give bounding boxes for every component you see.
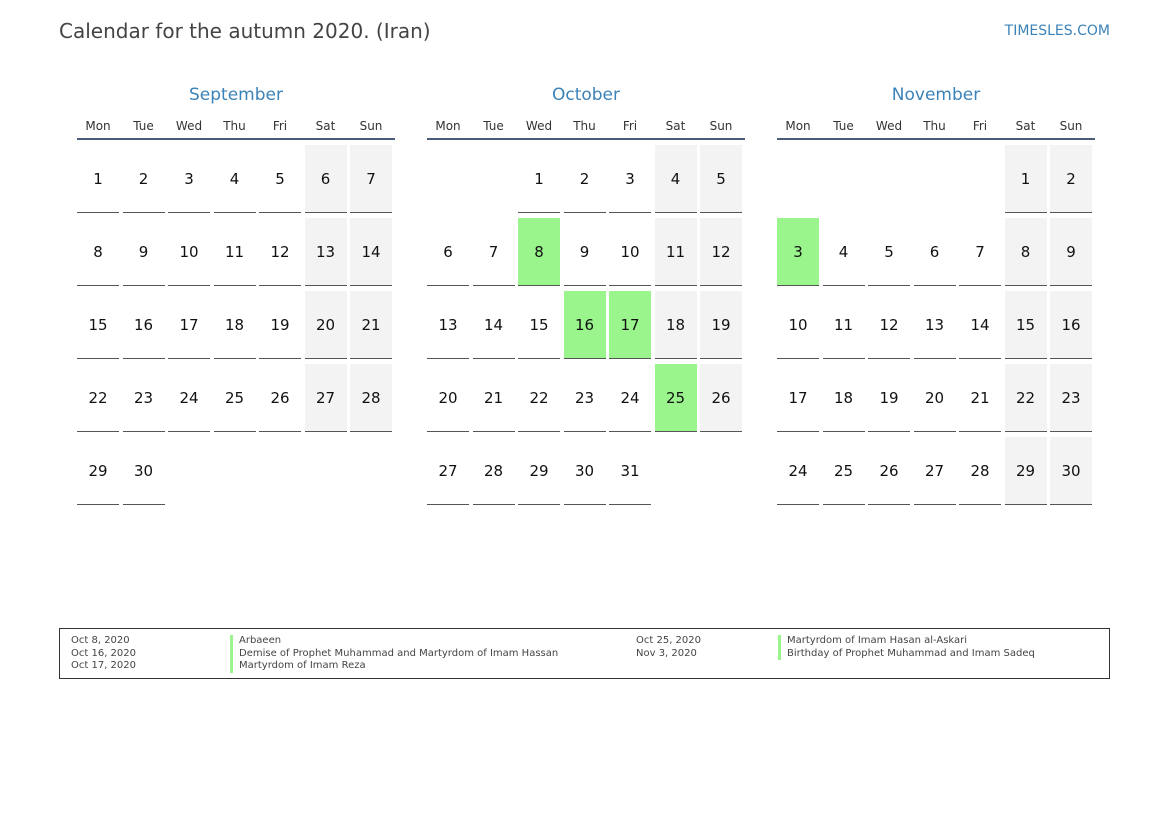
day-cell[interactable]: 2 [564,145,606,213]
day-cell[interactable]: 20 [914,364,956,432]
holiday-legend [59,628,1110,679]
day-cell[interactable]: 3 [168,145,210,213]
weekday-label: Sun [709,119,733,133]
weekday-label: Sun [359,119,383,133]
weekday-label: Thu [923,119,946,133]
weekday-label: Mon [85,119,111,133]
day-cell[interactable]: 1 [1005,145,1047,213]
legend-date: Nov 3, 2020 [636,647,697,659]
legend-holiday-name: Demise of Prophet Muhammad and Martyrdom of Imam Hassan [230,648,558,661]
weekday-label: Wed [175,119,203,133]
day-cell[interactable]: 20 [427,364,469,432]
day-cell[interactable]: 27 [305,364,347,432]
holiday-day-cell[interactable]: 3 [777,218,819,286]
empty-cell [473,145,515,213]
day-cell[interactable]: 28 [350,364,392,432]
day-cell[interactable]: 15 [77,291,119,359]
day-cell[interactable]: 28 [473,437,515,505]
day-cell[interactable]: 6 [427,218,469,286]
day-cell[interactable]: 7 [350,145,392,213]
day-cell[interactable]: 30 [123,437,165,505]
weekday-label: Mon [785,119,811,133]
day-cell[interactable]: 11 [214,218,256,286]
day-cell[interactable]: 27 [427,437,469,505]
day-cell[interactable]: 3 [609,145,651,213]
day-cell[interactable]: 21 [350,291,392,359]
day-cell[interactable]: 26 [868,437,910,505]
day-cell[interactable]: 14 [350,218,392,286]
day-cell[interactable]: 15 [1005,291,1047,359]
day-cell[interactable]: 13 [914,291,956,359]
holiday-day-cell[interactable]: 25 [655,364,697,432]
weekday-label: Sat [665,119,686,133]
day-cell[interactable]: 8 [1005,218,1047,286]
day-cell[interactable]: 26 [259,364,301,432]
day-cell[interactable]: 12 [700,218,742,286]
weekday-label: Fri [272,119,288,133]
day-cell[interactable]: 29 [77,437,119,505]
empty-cell [823,145,865,213]
day-cell[interactable]: 14 [473,291,515,359]
day-cell[interactable]: 19 [868,364,910,432]
day-cell[interactable]: 23 [564,364,606,432]
day-cell[interactable]: 9 [123,218,165,286]
weekday-header [777,115,1095,140]
day-cell[interactable]: 6 [914,218,956,286]
day-cell[interactable]: 21 [473,364,515,432]
legend-holiday-name: Arbaeen [230,635,558,648]
day-cell[interactable]: 5 [259,145,301,213]
weekday-label: Sat [315,119,336,133]
weekday-header [427,115,745,140]
page-title: Calendar for the autumn 2020. (Iran) [59,19,431,43]
holiday-day-cell[interactable]: 16 [564,291,606,359]
day-cell[interactable]: 2 [1050,145,1092,213]
day-cell[interactable]: 19 [259,291,301,359]
day-cell[interactable]: 20 [305,291,347,359]
day-cell[interactable]: 26 [700,364,742,432]
legend-names-left [230,635,558,673]
day-cell[interactable]: 1 [518,145,560,213]
month-october [427,83,745,505]
weekday-label: Tue [833,119,854,133]
day-cell[interactable]: 15 [518,291,560,359]
day-cell[interactable]: 4 [655,145,697,213]
holiday-day-cell[interactable]: 8 [518,218,560,286]
day-cell[interactable]: 14 [959,291,1001,359]
day-cell[interactable]: 27 [914,437,956,505]
weekday-label: Thu [223,119,246,133]
legend-names-right [778,635,1035,660]
day-cell[interactable]: 4 [214,145,256,213]
legend-dates-right [636,635,701,660]
weekday-label: Sun [1059,119,1083,133]
day-cell[interactable]: 18 [214,291,256,359]
day-cell[interactable]: 7 [473,218,515,286]
weekday-label: Wed [525,119,553,133]
day-cell[interactable]: 7 [959,218,1001,286]
empty-cell [868,145,910,213]
day-cell[interactable]: 5 [700,145,742,213]
site-link[interactable]: TIMESLES.COM [1004,23,1110,39]
day-cell[interactable]: 24 [609,364,651,432]
day-cell[interactable]: 10 [777,291,819,359]
weekday-label: Sat [1015,119,1036,133]
day-cell[interactable]: 16 [1050,291,1092,359]
day-cell[interactable]: 13 [305,218,347,286]
day-cell[interactable]: 12 [868,291,910,359]
empty-cell [959,145,1001,213]
day-cell[interactable]: 4 [823,218,865,286]
day-cell[interactable]: 6 [305,145,347,213]
day-cell[interactable]: 1 [77,145,119,213]
day-grid [77,145,395,505]
empty-cell [777,145,819,213]
day-cell[interactable]: 8 [77,218,119,286]
day-cell[interactable]: 10 [168,218,210,286]
weekday-label: Mon [435,119,461,133]
day-cell[interactable]: 29 [1005,437,1047,505]
day-cell[interactable]: 30 [564,437,606,505]
weekday-label: Fri [972,119,988,133]
day-cell[interactable]: 22 [518,364,560,432]
legend-date: Oct 17, 2020 [71,660,136,671]
month-name: November [891,85,981,105]
legend-dates-left [71,635,136,673]
day-cell[interactable]: 24 [777,437,819,505]
empty-cell [914,145,956,213]
day-cell[interactable]: 23 [123,364,165,432]
day-cell[interactable]: 21 [959,364,1001,432]
day-cell[interactable]: 17 [168,291,210,359]
day-grid [427,145,745,505]
day-cell[interactable]: 22 [1005,364,1047,432]
day-cell[interactable]: 23 [1050,364,1092,432]
day-cell[interactable]: 11 [655,218,697,286]
day-cell[interactable]: 2 [123,145,165,213]
day-cell[interactable]: 29 [518,437,560,505]
weekday-label: Tue [483,119,504,133]
day-grid [777,145,1095,505]
weekday-label: Wed [875,119,903,133]
weekday-label: Fri [622,119,638,133]
holiday-day-cell[interactable]: 17 [609,291,651,359]
legend-date: Oct 16, 2020 [71,647,136,659]
day-cell[interactable]: 11 [823,291,865,359]
day-cell[interactable]: 16 [123,291,165,359]
day-cell[interactable]: 30 [1050,437,1092,505]
month-name: October [551,85,621,105]
day-cell[interactable]: 25 [214,364,256,432]
weekday-header [77,115,395,140]
weekday-label: Tue [133,119,154,133]
day-cell[interactable]: 12 [259,218,301,286]
day-cell[interactable]: 17 [777,364,819,432]
weekday-label: Thu [573,119,596,133]
day-cell[interactable]: 31 [609,437,651,505]
day-cell[interactable]: 22 [77,364,119,432]
day-cell[interactable]: 25 [823,437,865,505]
day-cell[interactable]: 18 [655,291,697,359]
month-november [777,83,1095,505]
day-cell[interactable]: 18 [823,364,865,432]
day-cell[interactable]: 24 [168,364,210,432]
month-name: September [189,85,283,105]
day-cell[interactable]: 9 [1050,218,1092,286]
legend-date: Oct 8, 2020 [71,635,130,646]
day-cell[interactable]: 13 [427,291,469,359]
day-cell[interactable]: 9 [564,218,606,286]
empty-cell [427,145,469,213]
day-cell[interactable]: 19 [700,291,742,359]
day-cell[interactable]: 10 [609,218,651,286]
legend-holiday-name: Birthday of Prophet Muhammad and Imam Sadeq [778,648,1035,661]
day-cell[interactable]: 5 [868,218,910,286]
legend-holiday-name: Martyrdom of Imam Hasan al-Askari [778,635,1035,648]
month-september [77,83,395,505]
legend-holiday-name: Martyrdom of Imam Reza [230,660,558,673]
day-cell[interactable]: 28 [959,437,1001,505]
legend-date: Oct 25, 2020 [636,635,701,646]
